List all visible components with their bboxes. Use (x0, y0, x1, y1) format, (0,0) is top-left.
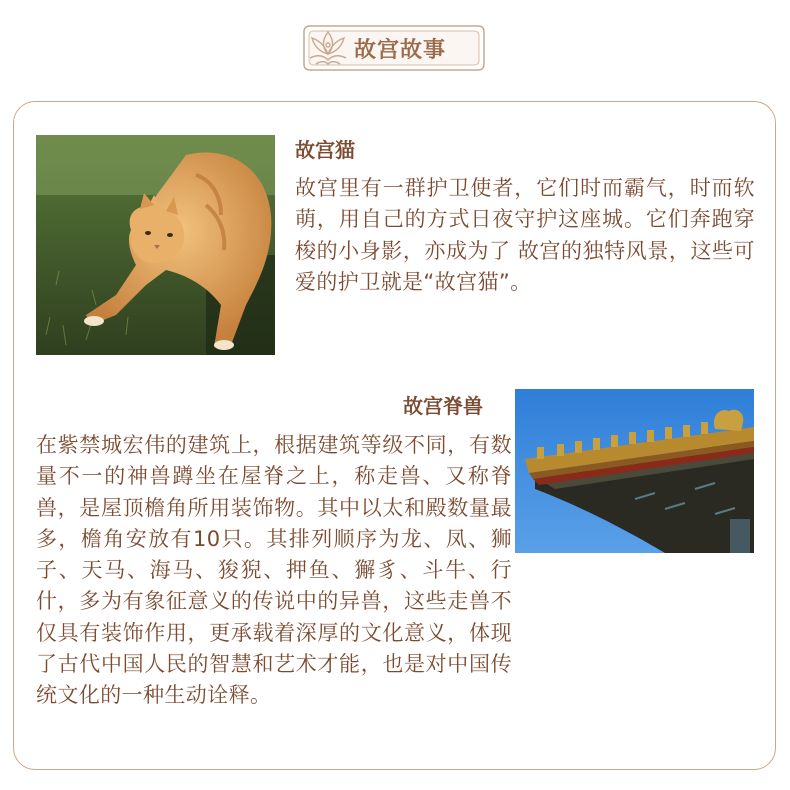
cat-photo (36, 135, 275, 355)
section-text-ridge-beasts: 在紫禁城宏伟的建筑上，根据建筑等级不同，有数量不一的神兽蹲坐在屋脊之上，称走兽、又称脊兽，是屋顶檐角所用装饰物。其中以太和殿数量最多，檐角安放有10只。其排列顺序为龙、凤、狮子、天马、海马、狻猊、押鱼、獬豸、斗牛、行什，多为有象征意义的传说中的异兽，这些走兽不仅具有装饰作用，更承载着深厚的文化意义，体现了古代中国人民的智慧和艺术才能，也是对中国传统文化的一种生动诠释。 (36, 433, 512, 708)
header-banner (300, 22, 488, 74)
section-text-cat: 故宫里有一群护卫使者，它们时而霸气，时而软萌，用自己的方式日夜守护这座城。它们奔跑穿梭的小身影，亦成为了 故宫的独特风景，这些可爱的护卫就是“故宫猫”。 (295, 176, 755, 294)
banner-title: 故宫故事 (354, 37, 447, 63)
section-heading-cat: 故宫猫 (295, 138, 355, 162)
section-heading-ridge-beasts: 故宫脊兽 (403, 394, 483, 418)
roof-ridge-beasts-photo (515, 389, 754, 553)
lotus-ornament-icon (306, 28, 350, 68)
